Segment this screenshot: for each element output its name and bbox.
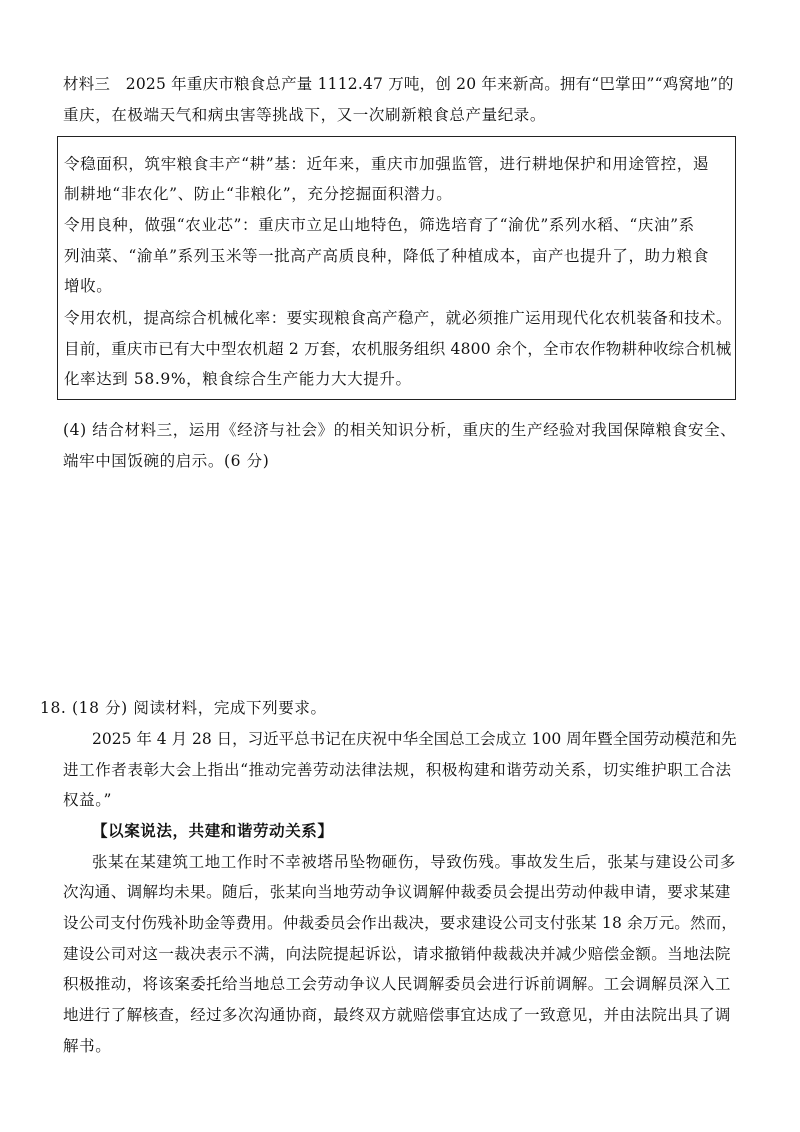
question-4-line-1: (4) 结合材料三，运用《经济与社会》的相关知识分析，重庆的生产经验对我国保障粮食安全、 — [63, 421, 737, 439]
question-4-line-2: 端牢中国饭碗的启示。(6 分) — [63, 452, 270, 470]
q18-para2-line: 次沟通、调解均未果。随后，张某向当地劳动争议调解仲裁委员会提出劳动仲裁申请，要求某建 — [63, 883, 731, 901]
q18-para2-line: 张某在某建筑工地工作时不幸被塔吊坠物砸伤，导致伤残。事故发生后，张某与建设公司多 — [92, 853, 737, 871]
material3-intro-line-1: 材料三 2025 年重庆市粮食总产量 1112.47 万吨，创 20 年来新高。拥有“巴掌田”“鸡窝地”的 — [63, 75, 734, 93]
q18-para2-line: 建设公司对这一裁决表示不满，向法院提起诉讼，请求撤销仲裁裁决并减少赔偿金额。当地法院 — [63, 945, 731, 963]
box-line: 列油菜、“渝单”系列玉米等一批高产高质良种，降低了种植成本，亩产也提升了，助力粮食 — [64, 247, 709, 265]
box-line: 令用农机，提高综合机械化率：要实现粮食高产稳产，就必须推广运用现代化农机装备和技术。 — [64, 309, 732, 327]
q18-para1-line: 进工作者表彰大会上指出“推动完善劳动法律法规，积极构建和谐劳动关系，切实维护职工合法 — [63, 761, 732, 779]
material3-box — [57, 136, 736, 400]
q18-para2-line: 解书。 — [63, 1037, 112, 1055]
box-line: 令用良种，做强“农业芯”：重庆市立足山地特色，筛选培育了“渝优”系列水稻、“庆油”系 — [64, 216, 695, 234]
material3-intro-line-2: 重庆，在极端天气和病虫害等挑战下，又一次刷新粮食总产量纪录。 — [63, 106, 547, 124]
box-line: 制耕地“非农化”、防止“非粮化”，充分挖掘面积潜力。 — [64, 185, 453, 203]
box-line: 目前，重庆市已有大中型农机超 2 万套，农机服务组织 4800 余个，全市农作物耕种收综合机械 — [64, 340, 732, 358]
box-line: 增收。 — [64, 277, 113, 295]
box-line: 化率达到 58.9%，粮食综合生产能力大大提升。 — [64, 370, 412, 388]
q18-para2-line: 地进行了解核查，经过多次沟通协商，最终双方就赔偿事宜达成了一致意见，并由法院出具了调 — [63, 1006, 731, 1024]
box-line: 令稳面积，筑牢粮食丰产“耕”基：近年来，重庆市加强监管，进行耕地保护和用途管控，遏 — [64, 155, 709, 173]
question-18-header: 18. (18 分) 阅读材料，完成下列要求。 — [40, 699, 327, 717]
q18-para1-line: 2025 年 4 月 28 日，习近平总书记在庆祝中华全国总工会成立 100 周年暨全国劳动模范和先 — [92, 730, 737, 748]
q18-para2-line: 积极推动，将该案委托给当地总工会劳动争议人民调解委员会进行诉前调解。工会调解员深入工 — [63, 975, 731, 993]
section-title: 【以案说法，共建和谐劳动关系】 — [92, 822, 334, 840]
q18-para2-line: 设公司支付伤残补助金等费用。仲裁委员会作出裁决，要求建设公司支付张某 18 余万元。然而， — [63, 914, 738, 932]
q18-para1-line: 权益。” — [63, 791, 113, 809]
